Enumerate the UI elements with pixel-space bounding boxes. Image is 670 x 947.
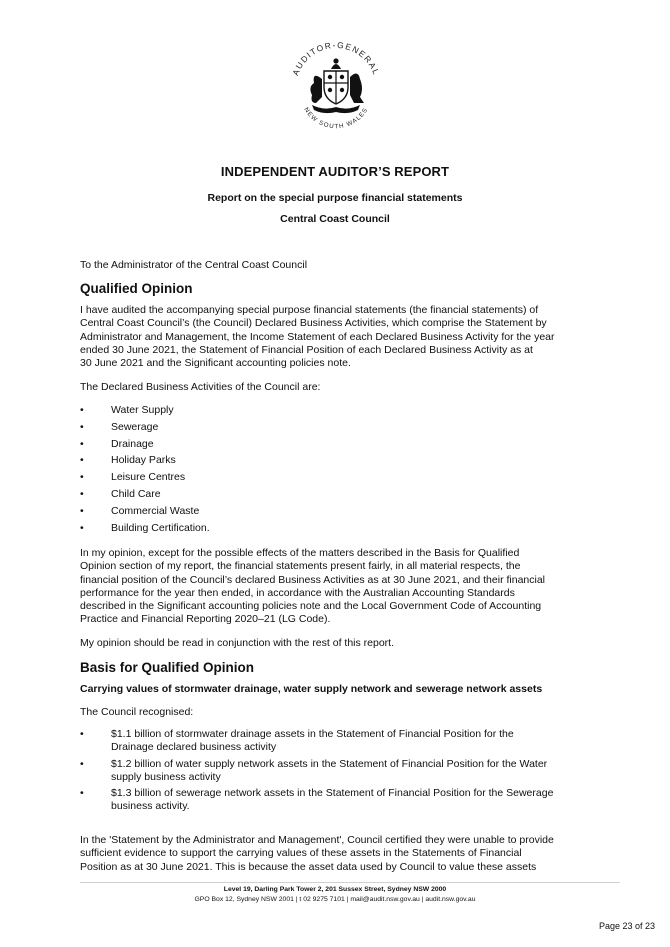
bullet-icon: • <box>80 757 84 770</box>
bullet-icon: • <box>80 437 84 450</box>
qualified-opinion-paragraph-1 <box>80 304 595 370</box>
bullet-icon: • <box>80 787 84 800</box>
text-line: financial position of the Council’s declared Business Activities as at 30 June 2021, and their financial <box>80 573 546 586</box>
text-line: 30 June 2021 and the Significant accounting policies note. <box>80 357 351 370</box>
business-activities-list <box>80 404 595 538</box>
bullet-icon: • <box>80 454 84 467</box>
report-entity: Central Coast Council <box>280 213 390 225</box>
seal-bottom-text: NEW SOUTH WALES <box>302 106 370 131</box>
bullet-icon: • <box>80 471 84 484</box>
bullet-icon: • <box>80 728 84 740</box>
text-line: I have audited the accompanying special purpose financial statements (the financial statements) of <box>80 304 539 316</box>
qualified-opinion-heading: Qualified Opinion <box>80 281 193 296</box>
list-item: • Drainage <box>80 437 154 450</box>
report-title: INDEPENDENT AUDITOR’S REPORT <box>220 164 450 179</box>
bullet-icon: • <box>80 487 84 500</box>
text-line: Central Coast Council’s (the Council) Declared Business Activities, which comprise the Statement by <box>80 317 547 330</box>
text-line: In my opinion, except for the possible effects of the matters described in the Basis for Qualified <box>80 547 520 559</box>
list-item: • $1.1 billion of stormwater drainage assets in the Statement of Financial Position for the Drainage declared business activity <box>80 728 514 754</box>
footer-address-line-2: GPO Box 12, Sydney NSW 2001 | t 02 9275 7101 | mail@audit.nsw.gov.au | audit.nsw.gov.au <box>194 896 476 903</box>
text-line: Position as at 30 June 2021. This is because the asset data used by Council to value these assets <box>80 860 537 873</box>
footer-address-line-1: Level 19, Darling Park Tower 2, 201 Sussex Street, Sydney NSW 2000 <box>223 886 447 893</box>
addressee-line: To the Administrator of the Central Coast Council <box>80 259 308 271</box>
list-item: • $1.2 billion of water supply network assets in the Statement of Financial Position for the Water supply business activity <box>80 757 548 783</box>
text-line: sufficient evidence to support the carrying values of these assets in the Statements of Financial <box>80 847 522 860</box>
basis-subheading: Carrying values of stormwater drainage, water supply network and sewerage network assets <box>80 683 543 695</box>
report-subtitle: Report on the special purpose financial statements <box>207 192 463 204</box>
seal-top-text: AUDITOR-GENERAL <box>290 39 382 77</box>
bullet-icon: • <box>80 420 84 433</box>
text-line: described in the Significant accounting policies note and the Local Government Code of Accounting <box>80 600 542 613</box>
text-line: performance for the year then ended, in accordance with the Australian Accounting Standards <box>80 586 515 599</box>
text-line: Practice and Financial Reporting 2020–21 (LG Code). <box>80 613 331 626</box>
list-item: • Leisure Centres <box>80 471 186 484</box>
list-item: • Sewerage <box>80 420 159 433</box>
list-item: • Child Care <box>80 487 161 500</box>
text-line: Opinion section of my report, the financial statements present fairly, in all material respects, the <box>80 560 521 573</box>
list-item: • $1.3 billion of sewerage network assets in the Statement of Financial Position for the Sewerage business activity. <box>80 787 554 813</box>
basis-paragraph-1: The Council recognised: <box>80 706 194 718</box>
basis-paragraph-2 <box>80 834 595 874</box>
asset-values-list <box>80 728 595 817</box>
list-item: • Building Certification. <box>80 521 210 534</box>
text-line: ended 30 June 2021, the Statement of Financial Position of each Declared Business Activity as at <box>80 343 533 356</box>
auditor-general-seal-icon <box>282 30 390 140</box>
qualified-opinion-paragraph-4: My opinion should be read in conjunction with the rest of this report. <box>80 637 395 649</box>
bullet-icon: • <box>80 521 84 534</box>
list-item: • Holiday Parks <box>80 454 176 467</box>
footer-divider <box>80 882 620 883</box>
qualified-opinion-paragraph-2: The Declared Business Activities of the Council are: <box>80 381 321 393</box>
list-item: • Water Supply <box>80 404 174 416</box>
page-number: Page 23 of 23 <box>598 921 655 931</box>
bullet-icon: • <box>80 404 84 416</box>
text-line: Administrator and Management, the Income Statement of each Declared Business Activity for the year <box>80 330 555 343</box>
list-item: • Commercial Waste <box>80 504 200 517</box>
text-line: In the 'Statement by the Administrator and Management', Council certified they were unable to provide <box>80 834 554 846</box>
bullet-icon: • <box>80 504 84 517</box>
basis-heading: Basis for Qualified Opinion <box>80 660 255 675</box>
qualified-opinion-paragraph-3 <box>80 547 595 627</box>
